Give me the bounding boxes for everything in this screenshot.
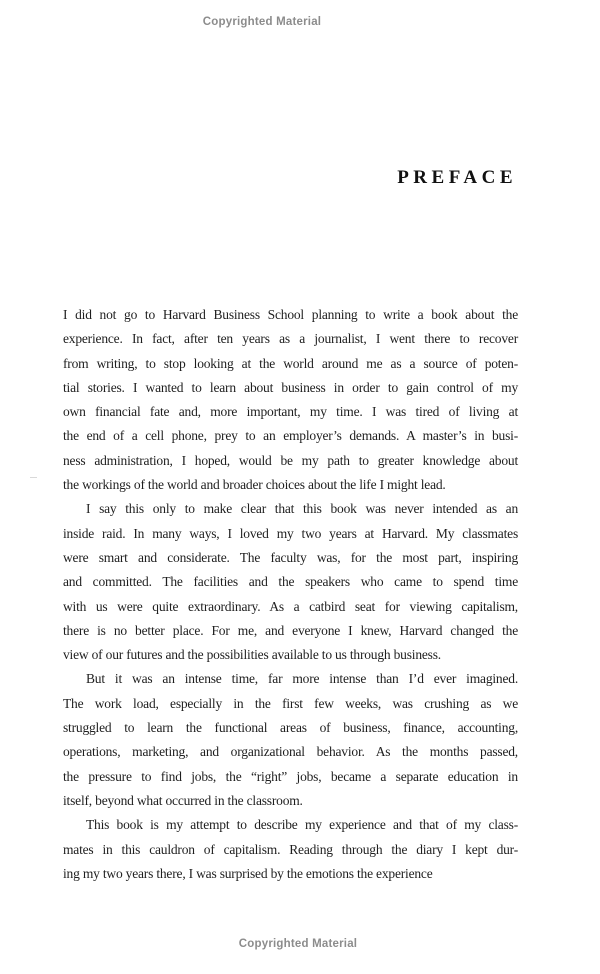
text-line: inside raid. In many ways, I loved my two years at Harvard. My classmates <box>63 525 518 541</box>
page-title: PREFACE <box>397 167 517 188</box>
paragraph <box>63 497 518 667</box>
text-line: experience. In fact, after ten years as a journalist, I went there to recover <box>63 331 518 347</box>
text-line: The work load, especially in the first few weeks, was crushing as we <box>63 695 518 711</box>
text-line: the workings of the world and broader choices about the life I might lead. <box>63 477 446 493</box>
text-line: I did not go to Harvard Business School planning to write a book about the <box>63 307 518 322</box>
text-line: were smart and considerate. The faculty was, for the most part, inspiring <box>63 549 518 565</box>
copyright-notice-bottom: Copyrighted Material <box>238 938 358 950</box>
text-line: I say this only to make clear that this book was never intended as an <box>86 501 518 517</box>
text-line: the pressure to find jobs, the “right” jobs, became a separate education in <box>63 768 518 784</box>
scan-artifact-mark <box>30 477 37 478</box>
text-line: ing my two years there, I was surprised by the emotions the experience <box>63 865 433 881</box>
body-text <box>63 303 518 886</box>
text-line: view of our futures and the possibilities available to us through business. <box>63 647 441 663</box>
copyright-notice-top: Copyrighted Material <box>202 16 322 28</box>
text-line: mates in this cauldron of capitalism. Reading through the diary I kept dur- <box>63 841 518 857</box>
text-line: from writing, to stop looking at the world around me as a source of poten- <box>63 355 518 371</box>
text-line: tial stories. I wanted to learn about business in order to gain control of my <box>63 379 518 395</box>
text-line: there is no better place. For me, and everyone I knew, Harvard changed the <box>63 622 518 638</box>
text-line: struggled to learn the functional areas of business, finance, accounting, <box>63 720 518 736</box>
text-line: This book is my attempt to describe my experience and that of my class- <box>86 817 518 833</box>
paragraph <box>63 303 518 497</box>
text-line: own financial fate and, more important, my time. I was tired of living at <box>63 404 518 420</box>
paragraph <box>63 667 518 813</box>
text-line: the end of a cell phone, prey to an employer’s demands. A master’s in busi- <box>63 428 518 444</box>
text-line: itself, beyond what occurred in the classroom. <box>63 792 303 808</box>
text-line: operations, marketing, and organizational behavior. As the months passed, <box>63 744 518 760</box>
text-line: ness administration, I hoped, would be my path to greater knowledge about <box>63 452 518 468</box>
text-line: But it was an intense time, far more intense than I’d ever imagined. <box>86 671 518 687</box>
text-line: and committed. The facilities and the speakers who came to spend time <box>63 574 518 590</box>
text-line: with us were quite extraordinary. As a catbird seat for viewing capitalism, <box>63 598 518 614</box>
paragraph <box>63 813 518 886</box>
